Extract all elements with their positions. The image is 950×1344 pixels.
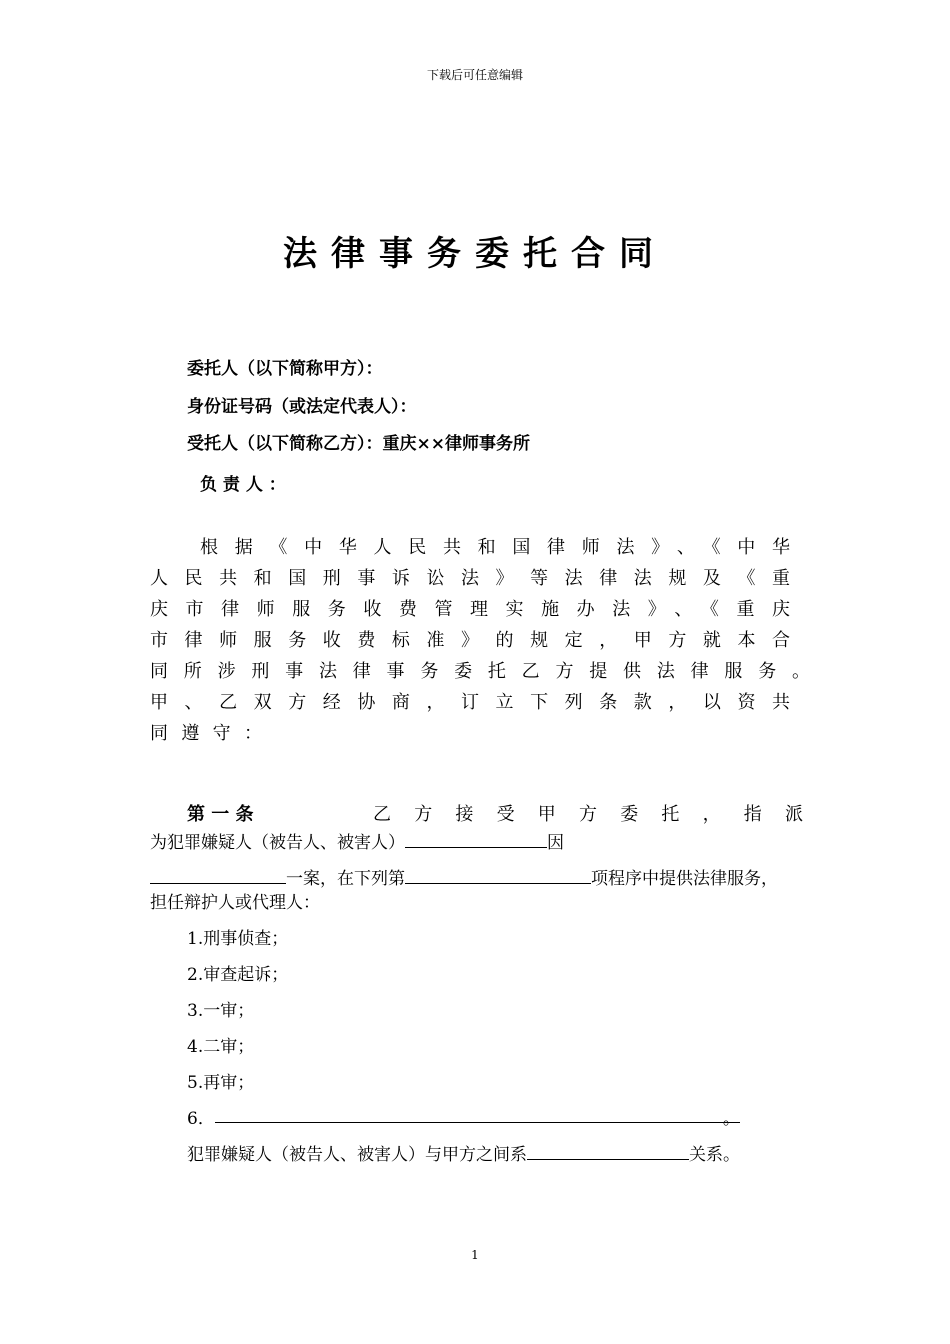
article1-line3-suffix: 项程序中提供法律服务， xyxy=(591,869,778,889)
document-title: 法律事务委托合同 xyxy=(283,234,667,274)
relation-blank[interactable] xyxy=(527,1143,689,1160)
preamble-line: 同遵守： xyxy=(150,723,262,744)
preamble-line: 甲、乙双方经协商，订立下列条款，以资共 xyxy=(150,692,790,713)
article1-line3-mid: 一案，在下列第 xyxy=(286,869,405,889)
procedure-item: 3.一审； xyxy=(187,1001,255,1021)
responsible-line: 负 责 人 ： xyxy=(200,475,286,495)
relation-suffix: 关系。 xyxy=(689,1145,740,1165)
page-header: 下载后可任意编辑 xyxy=(426,68,523,82)
preamble-line: 庆市律师服务收费管理实施办法》、《重庆 xyxy=(150,599,790,620)
procedure-number-blank[interactable] xyxy=(405,867,591,884)
procedure-item: 4.二审； xyxy=(187,1037,255,1057)
article1-heading: 第 一 条 xyxy=(187,804,254,825)
item6-prefix: 6． xyxy=(187,1109,215,1129)
item6-suffix: 。 xyxy=(722,1109,740,1129)
procedure-item: 5.再审； xyxy=(187,1073,255,1093)
article1-line1: 乙方接受甲方委托，指派 xyxy=(373,804,803,825)
preamble-line: 根据《中华人民共和国律师法》、《中华 xyxy=(200,537,790,558)
procedure-item: 1.刑事侦查； xyxy=(187,929,289,949)
id-number-line: 身份证号码（或法定代表人）： xyxy=(187,397,417,417)
preamble-line: 人民共和国刑事诉讼法》等法律法规及《重 xyxy=(150,568,790,589)
article1-line2-suffix: 因 xyxy=(547,833,564,853)
relation-line xyxy=(187,1140,740,1165)
relation-prefix: 犯罪嫌疑人（被告人、被害人）与甲方之间系 xyxy=(187,1145,527,1165)
procedure-item-6 xyxy=(187,1104,740,1129)
procedure-item: 2.审查起诉； xyxy=(187,965,289,985)
agent-line: 受托人（以下简称乙方）：重庆××律师事务所 xyxy=(187,434,530,454)
case-name-blank[interactable] xyxy=(150,867,286,884)
preamble-line: 同所涉刑事法律事务委托乙方提供法律服务。 xyxy=(150,661,810,682)
other-procedure-blank[interactable] xyxy=(215,1104,740,1129)
suspect-name-blank[interactable] xyxy=(405,831,547,848)
article1-line3 xyxy=(150,864,778,889)
article1-line2 xyxy=(150,828,564,853)
preamble-line: 市律师服务收费标准》的规定，甲方就本合 xyxy=(150,630,790,651)
client-line: 委托人（以下简称甲方）： xyxy=(187,359,383,379)
article1-line4: 担任辩护人或代理人： xyxy=(150,893,320,913)
page-number: 1 xyxy=(471,1248,479,1262)
article1-line2-prefix: 为犯罪嫌疑人（被告人、被害人） xyxy=(150,833,405,853)
